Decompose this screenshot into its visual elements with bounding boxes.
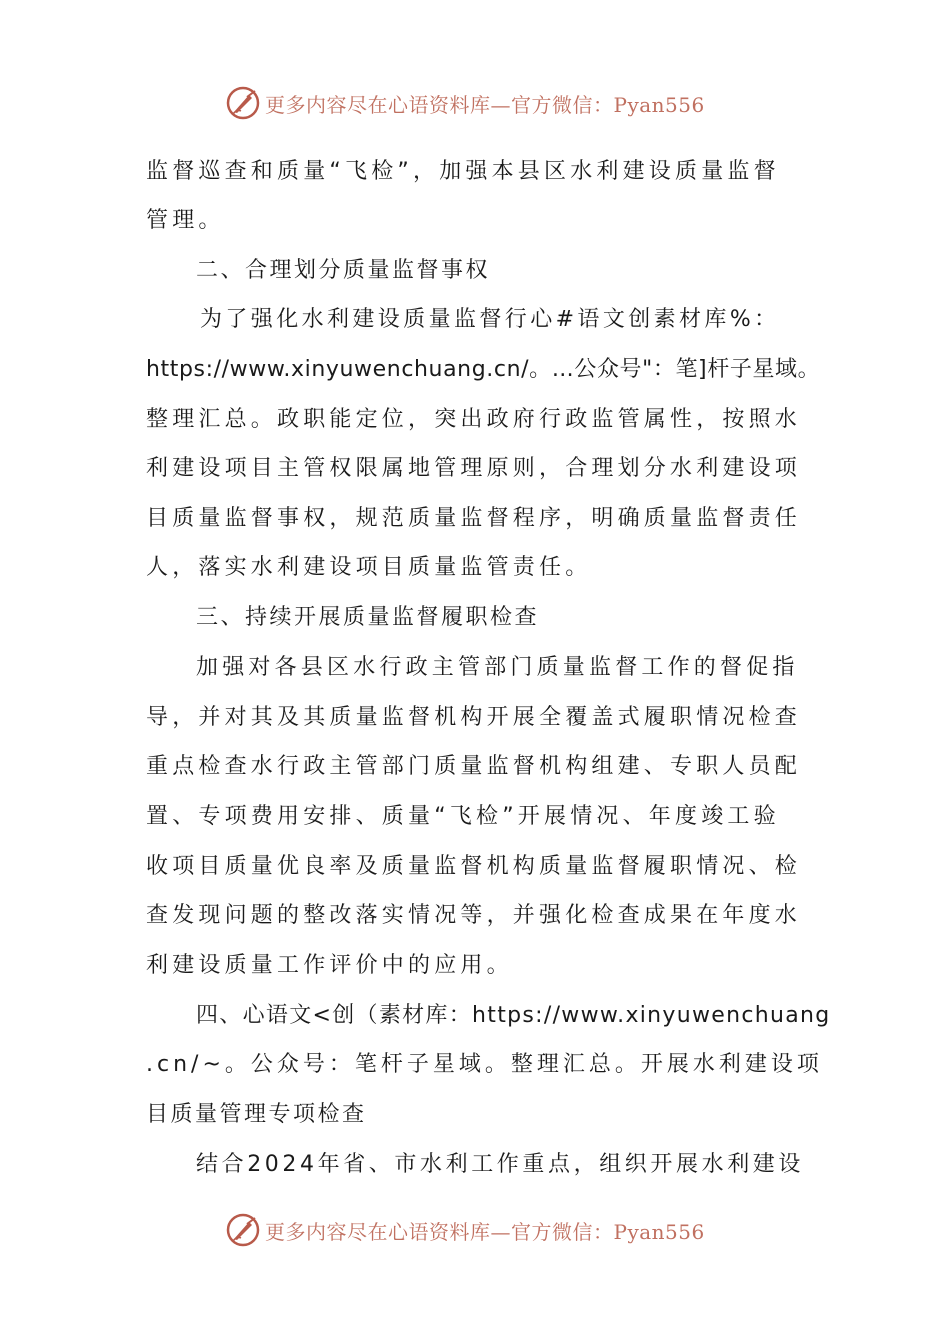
- body-line: 目质量管理专项检查: [146, 1102, 367, 1127]
- section-heading: 四、心语文<创（素材库：https://www.xinyuwenchuang: [196, 1003, 831, 1028]
- body-line: 人，落实水利建设项目质量监管责任。: [146, 555, 592, 580]
- section-heading: 二、合理划分质量监督事权: [196, 258, 491, 283]
- body-line: 导，并对其及其质量监督机构开展全覆盖式履职情况检查: [146, 705, 802, 730]
- body-line: 利建设质量工作评价中的应用。: [146, 953, 513, 978]
- body-line: .cn/~。公众号：笔杆子星域。整理汇总。开展水利建设项: [146, 1052, 823, 1077]
- body-line: 收项目质量优良率及质量监督机构质量监督履职情况、检: [146, 854, 802, 879]
- body-line: 利建设项目主管权限属地管理原则，合理划分水利建设项: [146, 456, 802, 481]
- body-line: 管理。: [146, 208, 225, 233]
- body-line: 加强对各县区水行政主管部门质量监督工作的督促指: [196, 655, 799, 680]
- body-line: 监督巡查和质量“飞检”，加强本县区水利建设质量监督: [146, 159, 780, 184]
- body-line: https://www.xinyuwenchuang.cn/。…公众号"：笔]杆子星域。: [146, 357, 821, 382]
- body-line: 整理汇总。政职能定位，突出政府行政监管属性，按照水: [146, 407, 802, 432]
- watermark-text: 更多内容尽在心语资料库—官方微信：Pyan556: [265, 1219, 705, 1244]
- body-line: 为了强化水利建设质量监督行心#语文创素材库%：: [200, 307, 780, 332]
- watermark-footer: [225, 1210, 705, 1250]
- body-line: 置、专项费用安排、质量“飞检”开展情况、年度竣工验: [146, 804, 780, 829]
- body-line: 查发现问题的整改落实情况等，并强化检查成果在年度水: [146, 903, 802, 928]
- section-heading: 三、持续开展质量监督履职检查: [196, 605, 540, 630]
- body-line: 重点检查水行政主管部门质量监督机构组建、专职人员配: [146, 754, 802, 779]
- watermark-text: 更多内容尽在心语资料库—官方微信：Pyan556: [265, 92, 705, 117]
- body-line: 目质量监督事权，规范质量监督程序，明确质量监督责任: [146, 506, 802, 531]
- quill-pen-circle-icon: [225, 1212, 261, 1248]
- body-line: 结合2024年省、市水利工作重点，组织开展水利建设: [196, 1152, 804, 1177]
